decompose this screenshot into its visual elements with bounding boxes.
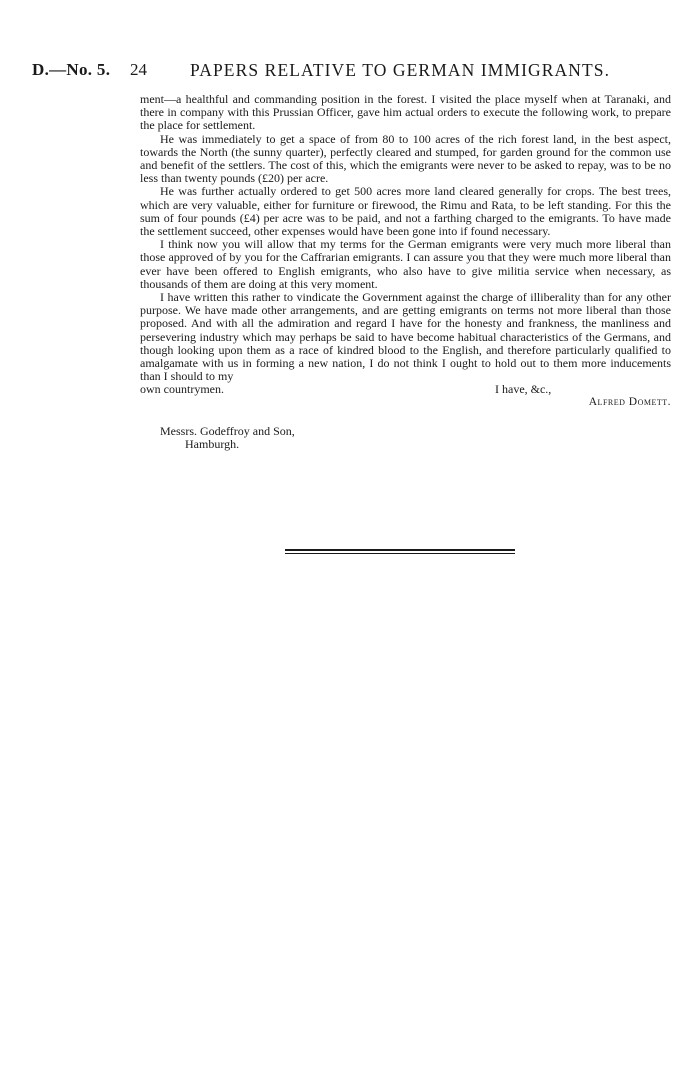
signature: Alfred Domett. [588, 396, 671, 409]
closing-salutation: I have, &c., [495, 382, 552, 397]
document-reference: D.—No. 5. [32, 60, 111, 79]
end-rule-thin [285, 553, 515, 554]
paragraph-vindication: I have written this rather to vindicate the Government against the charge of illiberality than for any other purpose. We have made other arrangements, and are getting emigrants on terms not more liberal than those proposed. And with all the admiration and regard I have for the honesty and frankness, the manliness and persevering industry which may perhaps be said to have become habitual characteristics of the Germans, and though looking upon them as a race of kindred blood to the English, and therefore particularly qualified to amalgamate with us in forming a new nation, I do not think I ought to hold out to them more inducements than I should to my [140, 290, 671, 384]
paragraph-crop-land: He was further actually ordered to get 500 acres more land cleared generally for crops. The best trees, which are very valuable, either for furniture or firewood, the Rimu and Rata, to be left standing. For this the sum of four pounds (£4) per acre was to be paid, and not a farthing charged to the emigrants. To have made the settlement succeed, other expenses would have been gone into if found necessary. [140, 184, 671, 239]
letter-body [140, 93, 671, 409]
paragraph-garden-ground: He was immediately to get a space of from 80 to 100 acres of the rich forest land, in the best aspect, towards the North (the sunny quarter), perfectly cleared and stumped, for garden ground for the common use and benefit of the settlers. The cost of this, which the emigrants were never to be asked to repay, was to be no less than twenty pounds (£20) per acre. [140, 131, 671, 186]
page-number: 24 [130, 60, 147, 79]
paragraph-liberal-terms: I think now you will allow that my terms for the German emigrants were very much more liberal than those approved of by you for the Caffrarian emigrants. I can assure you that they were much more liberal than ever have been offered to English emigrants, who also have to give militia service when necessary, as thousands of them are doing at this very moment. [140, 237, 671, 291]
page-title: PAPERS RELATIVE TO GERMAN IMMIGRANTS. [190, 60, 611, 80]
addressee-city: Hamburgh. [185, 437, 240, 452]
page-header [32, 60, 668, 84]
paragraph-continuation: ment—a healthful and commanding position in the forest. I visited the place myself when at Taranaki, and there in company with this Prussian Officer, gave him actual orders to execute the following work, to prepare the place for settlement. [140, 92, 671, 133]
end-rule-thick [285, 549, 515, 551]
addressee-name: Messrs. Godeffroy and Son, [160, 424, 295, 438]
closing-countrymen: own countrymen. [140, 382, 224, 397]
closing-row [140, 383, 671, 396]
addressee-block [160, 425, 295, 452]
